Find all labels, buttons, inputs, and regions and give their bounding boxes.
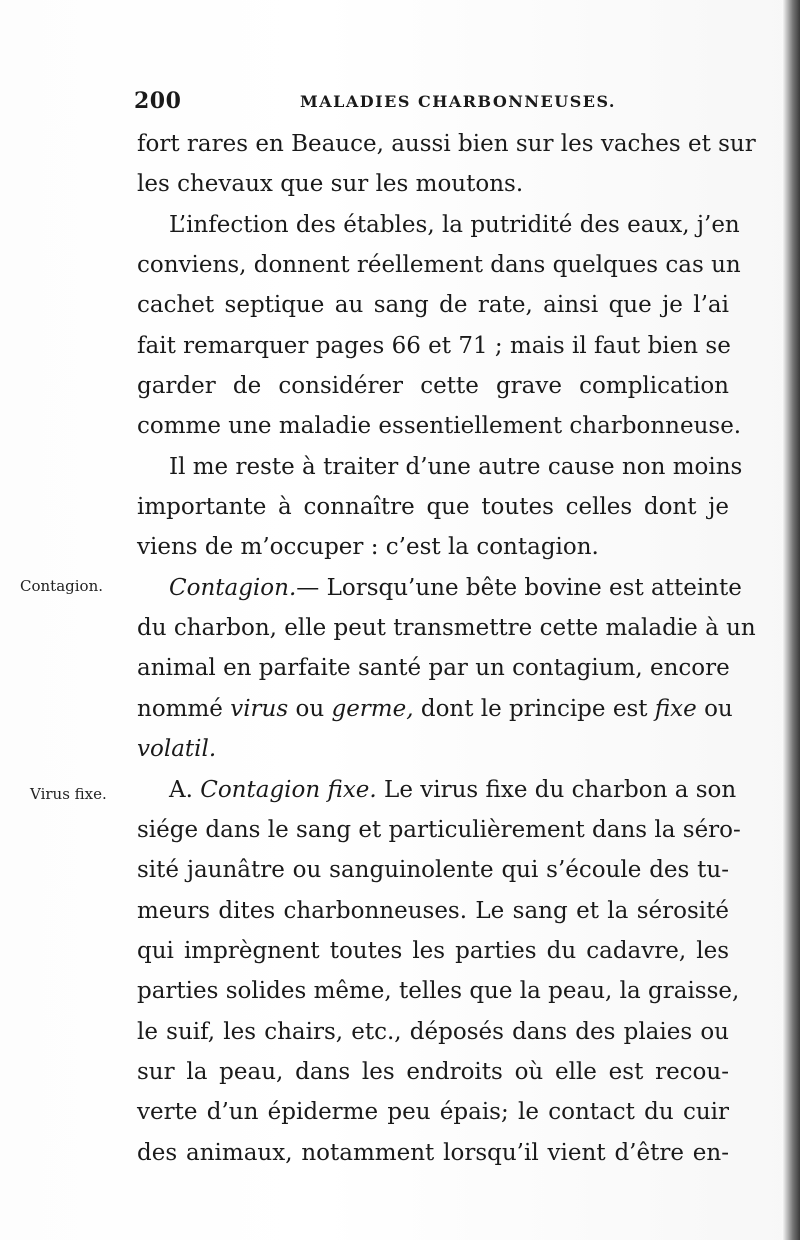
text-line: sité jaunâtre ou sanguinolente qui s’écoule des tu- <box>137 857 729 884</box>
text-line: Contagion.— Lorsqu’une bête bovine est atteinte <box>169 574 742 601</box>
section-heading-contagion-fixe: Contagion fixe. <box>200 776 377 803</box>
running-head <box>134 88 734 118</box>
text-line: fort rares en Beauce, aussi bien sur les vaches et sur <box>137 131 756 157</box>
text-line: les chevaux que sur les moutons. <box>137 171 524 198</box>
running-title: MALADIES CHARBONNEUSES. <box>300 92 616 111</box>
text-line: volatil. <box>137 736 217 763</box>
text-line: importante à connaître que toutes celles dont je <box>137 494 729 521</box>
text-line: conviens, donnent réellement dans quelques cas un <box>137 252 741 279</box>
text-line: du charbon, elle peut transmettre cette maladie à un <box>137 615 756 642</box>
text-line: siége dans le sang et particulièrement dans la séro- <box>137 816 741 843</box>
text-line: L’infection des étables, la putridité des eaux, j’en <box>169 211 740 238</box>
text-line: meurs dites charbonneuses. Le sang et la sérosité <box>137 897 729 924</box>
margin-note-virus-fixe: Virus fixe. <box>30 785 107 803</box>
text-line: A. Contagion fixe. Le virus fixe du charbon a son <box>169 776 737 803</box>
page-edge-shadow <box>782 0 800 1240</box>
text-line: le suif, les chairs, etc., déposés dans des plaies ou <box>137 1018 729 1045</box>
text-line: viens de m’occuper : c’est la contagion. <box>137 534 599 561</box>
page-number: 200 <box>134 88 182 114</box>
text-line: animal en parfaite santé par un contagium, encore <box>137 655 730 682</box>
text-line: garder de considérer cette grave complication <box>137 373 729 400</box>
text-line: fait remarquer pages 66 et 71 ; mais il faut bien se <box>137 332 731 359</box>
text-line: parties solides même, telles que la peau, la graisse, <box>137 978 740 1005</box>
text-line: des animaux, notamment lorsqu’il vient d’être en- <box>137 1139 729 1166</box>
section-heading-contagion: Contagion. <box>169 574 297 601</box>
margin-note-contagion: Contagion. <box>20 577 103 595</box>
text-line: comme une maladie essentiellement charbonneuse. <box>137 413 742 440</box>
text-line: verte d’un épiderme peu épais; le contact du cuir <box>137 1099 729 1126</box>
text-line: Il me reste à traiter d’une autre cause non moins <box>169 453 743 480</box>
text-line: sur la peau, dans les endroits où elle est recou- <box>137 1058 729 1085</box>
text-line: cachet septique au sang de rate, ainsi que je l’ai <box>137 292 729 319</box>
body-text <box>137 124 756 1173</box>
text-line: qui imprègnent toutes les parties du cadavre, les <box>137 937 729 964</box>
text-line: nommé virus ou germe, dont le principe est fixe ou <box>137 695 733 722</box>
